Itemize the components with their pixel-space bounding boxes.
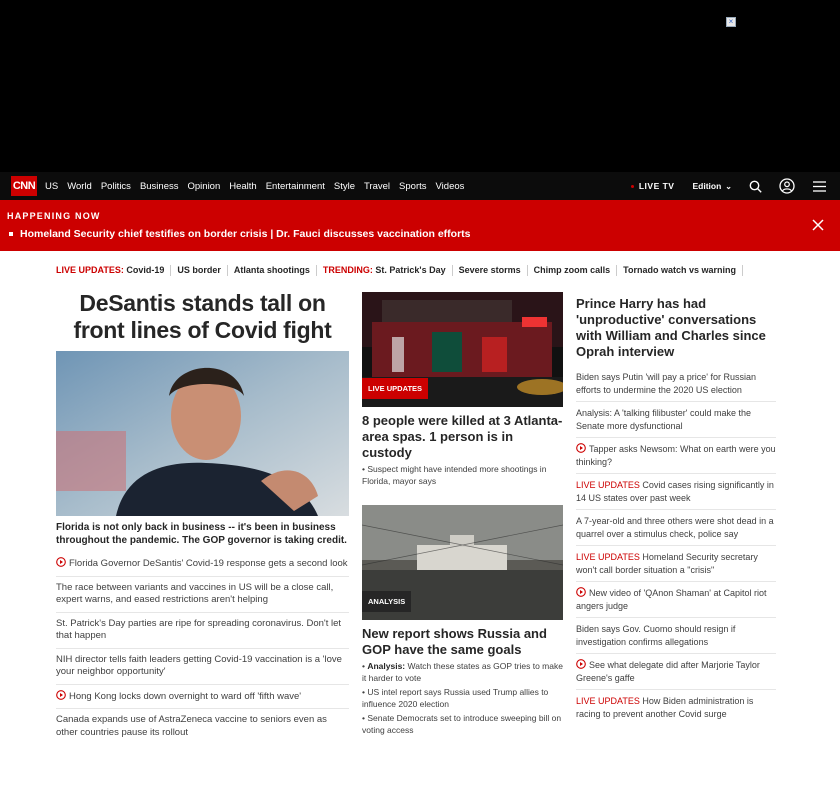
story-text: Biden says Gov. Cuomo should resign if investigation confirms allegations (576, 624, 736, 647)
nav-link-politics[interactable]: Politics (100, 180, 131, 192)
story-link[interactable] (576, 437, 776, 473)
bullet-link[interactable]: • Suspect might have intended more shootings in Florida, mayor says (362, 464, 547, 486)
trending-item[interactable]: Atlanta shootings (228, 265, 317, 276)
hero-caption[interactable]: Florida is not only back in business -- it's been in business throughout the pandemic. The GOP governor is taking credit. (56, 522, 347, 546)
lead-column (56, 290, 349, 744)
trending-item[interactable]: US border (171, 265, 228, 276)
search-icon[interactable] (746, 177, 764, 195)
nav-link-business[interactable]: Business (139, 180, 179, 192)
story-text: Hong Kong locks down overnight to ward off 'fifth wave' (69, 690, 302, 702)
story-link[interactable] (576, 545, 776, 581)
story-link[interactable] (576, 689, 776, 725)
breaking-text: Homeland Security chief testifies on border crisis | Dr. Fauci discusses vaccination efforts (20, 228, 471, 240)
story-link[interactable] (56, 612, 349, 648)
story-text: NIH director tells faith leaders getting Covid-19 vaccination is a 'love your neighbor opportunity' (56, 653, 342, 677)
live-updates-tag: LIVE UPDATES: (56, 265, 124, 275)
analysis-lead: Analysis: (367, 661, 406, 671)
atlanta-headline[interactable]: 8 people were killed at 3 Atlanta-area spas. 1 person is in custody (362, 413, 563, 460)
story-link[interactable] (576, 509, 776, 545)
story-text: Analysis: A 'talking filibuster' could make the Senate more dysfunctional (576, 408, 752, 431)
live-updates-label: LIVE UPDATES (576, 696, 640, 706)
right-column (576, 296, 776, 725)
nav-right (631, 172, 840, 200)
story-text: Biden says Putin 'will pay a price' for Russian efforts to undermine the 2020 US election (576, 372, 757, 395)
story-link[interactable] (576, 473, 776, 509)
edition-label: Edition (692, 181, 722, 191)
story-link[interactable] (576, 366, 776, 401)
menu-icon[interactable] (810, 177, 828, 195)
trending-bar (56, 265, 796, 276)
story-text: Homeland Security secretary won't call border situation a "crisis" (576, 552, 758, 575)
russia-headline[interactable]: New report shows Russia and GOP have the same goals (362, 626, 547, 657)
right-story-list (576, 366, 776, 725)
trending-st-patricks[interactable] (317, 265, 453, 276)
nav-link-world[interactable]: World (67, 180, 92, 192)
white-house-image[interactable] (362, 505, 563, 620)
story-text: How Biden administration is racing to prevent another Covid surge (576, 696, 754, 719)
hero-headline[interactable]: DeSantis stands tall on front lines of Covid fight (73, 290, 332, 343)
story-text: The race between variants and vaccines in US will be a close call, expert warns, and eased restrictions aren't helping (56, 581, 334, 605)
play-icon (576, 443, 586, 453)
story-text: New video of 'QAnon Shaman' at Capitol riot angers judge (576, 588, 767, 611)
story-link[interactable] (576, 617, 776, 653)
nav-links (45, 181, 473, 192)
trending-tag: TRENDING: (322, 265, 373, 275)
story-link[interactable] (576, 581, 776, 617)
edition-dropdown[interactable] (692, 181, 732, 191)
live-dot-icon (631, 185, 634, 188)
breaking-headline[interactable] (9, 228, 471, 240)
story-link[interactable] (56, 552, 349, 576)
story-link[interactable] (576, 401, 776, 437)
nav-link-opinion[interactable]: Opinion (187, 180, 221, 192)
story-link[interactable] (576, 653, 776, 689)
nav-link-travel[interactable]: Travel (364, 180, 391, 192)
nav-link-videos[interactable]: Videos (435, 180, 465, 192)
breaking-news-banner[interactable] (0, 200, 840, 251)
story-link[interactable] (56, 648, 349, 684)
story-text: Canada expands use of AstraZeneca vaccine to seniors even as other countries pause its rollout (56, 714, 327, 738)
account-icon[interactable] (778, 177, 796, 195)
bullet-link[interactable]: • US intel report says Russia used Trump allies to influence 2020 election (362, 687, 549, 709)
live-updates-label: LIVE UPDATES (576, 552, 640, 562)
bullet-text: US intel report says Russia used Trump allies to influence 2020 election (362, 687, 549, 709)
cnn-logo[interactable]: CNN (11, 176, 37, 196)
chevron-down-icon: ⌄ (725, 181, 732, 191)
play-icon (56, 557, 66, 567)
adchoices-icon[interactable]: × (726, 17, 736, 27)
story-text: Tapper asks Newsom: What on earth were you thinking? (576, 444, 776, 467)
nav-link-sports[interactable]: Sports (399, 180, 427, 192)
story-link[interactable] (56, 576, 349, 612)
story-text: Florida Governor DeSantis' Covid-19 response gets a second look (69, 558, 348, 569)
trend-label: St. Patrick's Day (375, 265, 446, 275)
play-icon (576, 659, 586, 669)
nav-link-style[interactable]: Style (333, 180, 355, 192)
nav-link-entertainment[interactable]: Entertainment (265, 180, 325, 192)
middle-column (362, 292, 563, 736)
bullet-link[interactable]: • Senate Democrats set to introduce sweeping bill on voting access (362, 713, 562, 735)
story-text: See what delegate did after Marjorie Taylor Greene's gaffe (576, 660, 760, 683)
nav-link-health[interactable]: Health (229, 180, 257, 192)
spa-image[interactable] (362, 292, 563, 407)
nav-link-us[interactable]: US (45, 180, 59, 192)
ad-banner[interactable] (0, 0, 840, 172)
trend-label: Covid-19 (126, 265, 165, 275)
play-icon (56, 690, 66, 700)
bullet-text: Watch these states as GOP tries to make it harder to vote (362, 661, 563, 683)
live-updates-badge: LIVE UPDATES (362, 378, 428, 399)
trending-item[interactable]: Tornado watch vs warning (617, 265, 743, 276)
trending-live-covid[interactable] (56, 265, 171, 276)
hero-image[interactable] (56, 351, 349, 516)
story-text: Covid cases rising significantly in 14 US states over past week (576, 480, 774, 503)
analysis-badge: ANALYSIS (362, 591, 411, 612)
lead-story-list (56, 552, 349, 744)
bullet-text: Senate Democrats set to introduce sweeping bill on voting access (362, 713, 562, 735)
story-text: A 7-year-old and three others were shot dead in a quarrel over a stimulus check, police say (576, 516, 774, 539)
breaking-label: HAPPENING NOW (7, 211, 101, 221)
live-updates-label: LIVE UPDATES (576, 480, 640, 490)
live-tv-button[interactable] (631, 181, 675, 191)
top-nav (0, 172, 840, 200)
bullet-text: Suspect might have intended more shootings in Florida, mayor says (362, 464, 547, 486)
trending-item[interactable]: Chimp zoom calls (528, 265, 618, 276)
story-link[interactable] (56, 684, 349, 709)
bullet-link[interactable]: • Analysis: Watch these states as GOP tries to make it harder to vote (362, 661, 563, 683)
close-icon[interactable] (810, 217, 826, 233)
story-text: St. Patrick's Day parties are ripe for spreading coronavirus. Don't let that happen (56, 617, 342, 641)
prince-harry-headline[interactable]: Prince Harry has had 'unproductive' conversations with William and Charles since Oprah interview (576, 296, 766, 359)
play-icon (576, 587, 586, 597)
story-link[interactable] (56, 708, 349, 744)
bullet-icon (9, 232, 13, 236)
trending-item[interactable]: Severe storms (453, 265, 528, 276)
live-tv-label: LIVE TV (638, 181, 675, 191)
